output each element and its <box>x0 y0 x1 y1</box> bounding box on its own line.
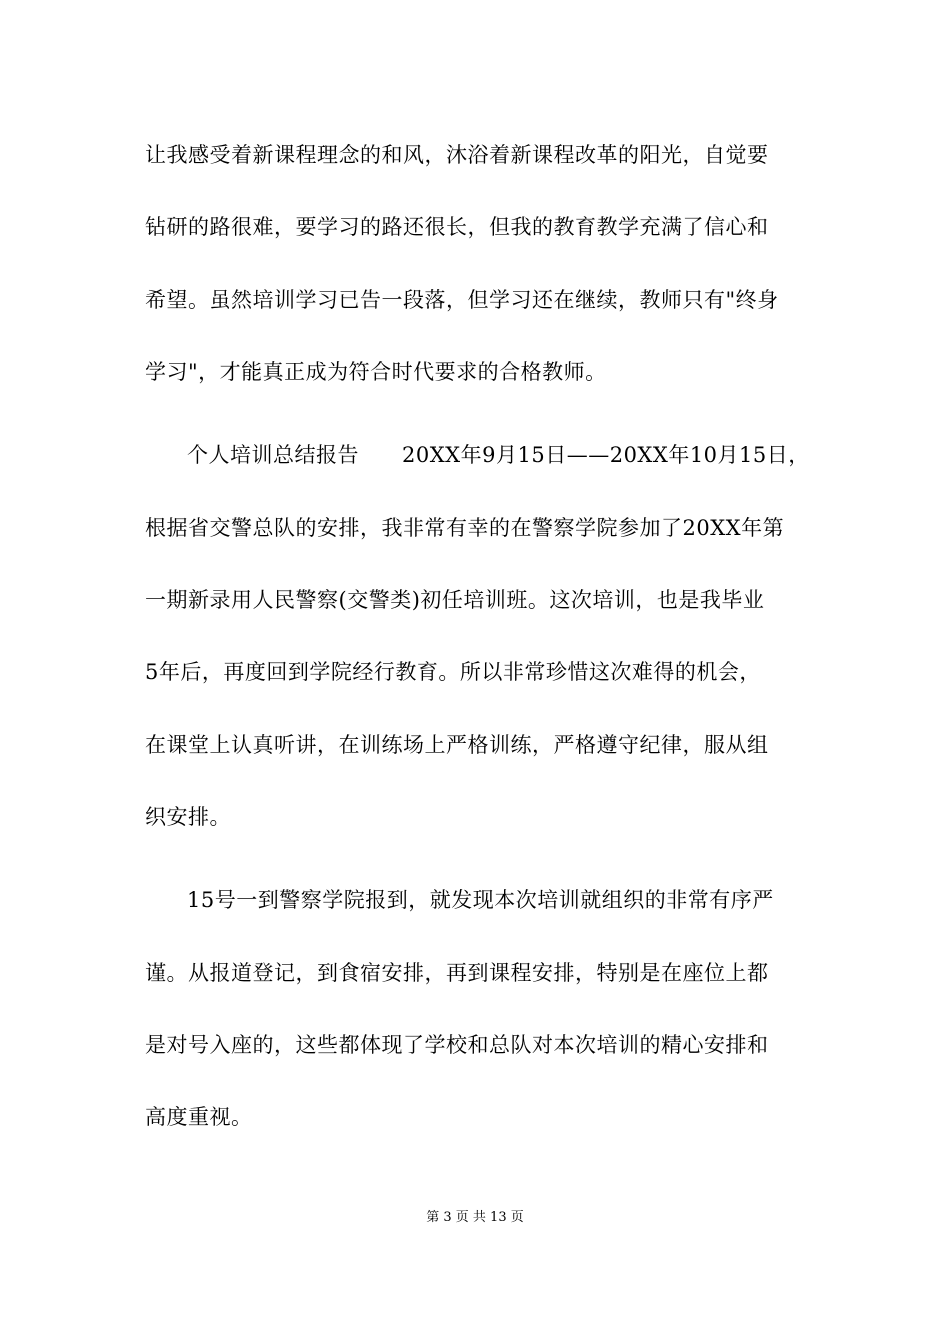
page-number-footer: 第 3 页 共 13 页 <box>426 1210 524 1225</box>
text-line: 在课堂上认真听讲，在训练场上严格训练，严格遵守纪律，服从组 <box>145 733 769 757</box>
text-line: 是对号入座的，这些都体现了学校和总队对本次培训的精心安排和 <box>145 1033 769 1057</box>
text-line: 学习"，才能真正成为符合时代要求的合格教师。 <box>145 360 607 384</box>
paragraph-first-line: 个人培训总结报告 20XX年9月15日——20XX年10月15日， <box>187 443 810 467</box>
text-line: 钻研的路很难，要学习的路还很长，但我的教育教学充满了信心和 <box>145 215 769 239</box>
text-line: 希望。虽然培训学习已告一段落，但学习还在继续，教师只有"终身 <box>145 288 779 312</box>
text-line: 织安排。 <box>145 805 231 829</box>
text-line: 谨。从报道登记，到食宿安排，再到课程安排，特别是在座位上都 <box>145 961 769 985</box>
text-line: 根据省交警总队的安排，我非常有幸的在警察学院参加了20XX年第 <box>145 516 785 540</box>
text-line: 让我感受着新课程理念的和风，沐浴着新课程改革的阳光，自觉要 <box>145 143 769 167</box>
text-line: 高度重视。 <box>145 1105 253 1129</box>
paragraph-first-line: 15号一到警察学院报到，就发现本次培训就组织的非常有序严 <box>187 888 774 912</box>
text-line: 一期新录用人民警察(交警类)初任培训班。这次培训，也是我毕业 <box>145 588 765 612</box>
text-line: 5年后，再度回到学院经行教育。所以非常珍惜这次难得的机会， <box>145 660 761 684</box>
